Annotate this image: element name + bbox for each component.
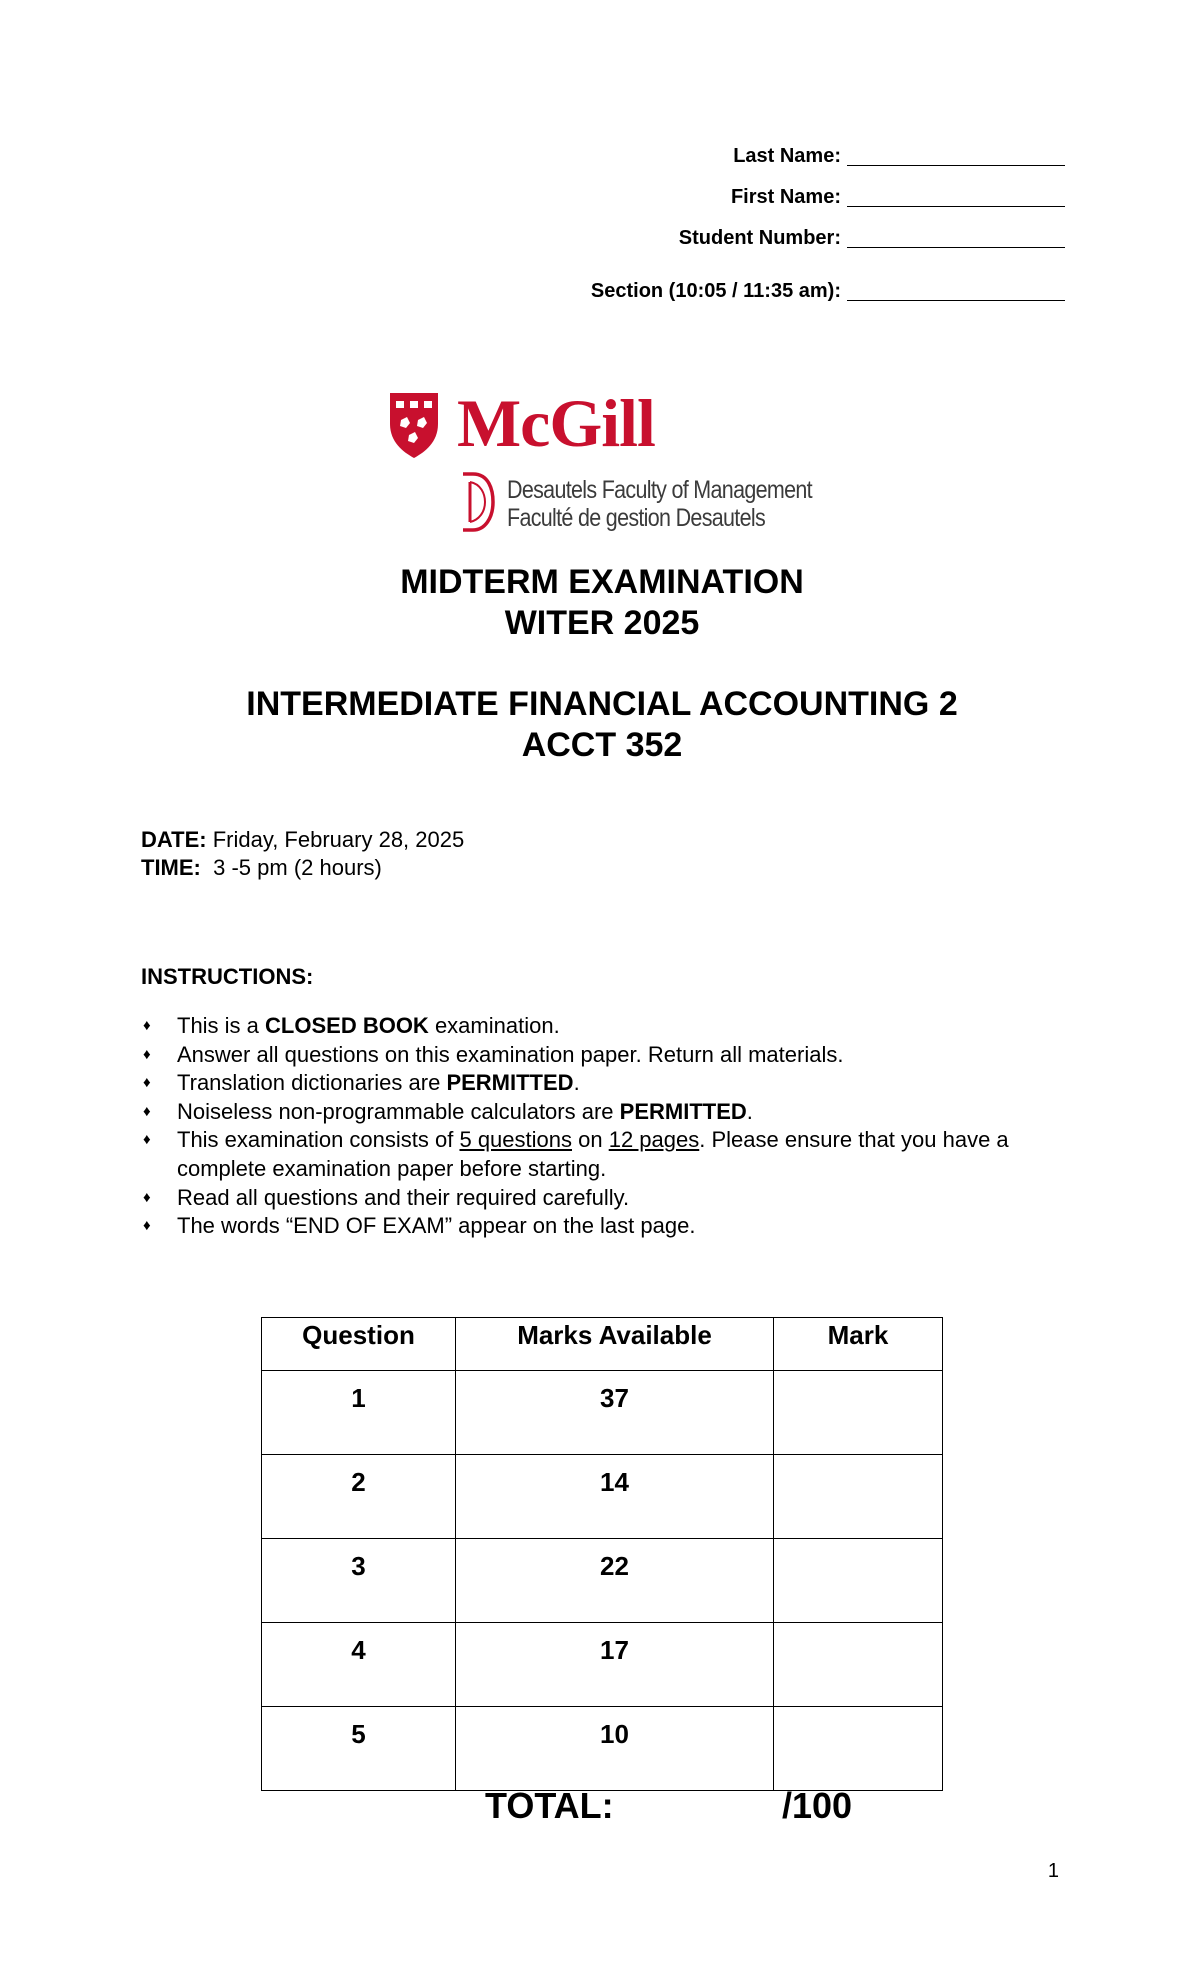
student-number-field[interactable]: [847, 227, 1065, 248]
exam-term: WITER 2025: [504, 604, 700, 642]
diamond-bullet-icon: ♦: [143, 1217, 151, 1235]
instruction-item: ♦ Read all questions and their required carefully.: [141, 1184, 1061, 1213]
time-line: [141, 854, 464, 882]
mcgill-desautels-logo: [385, 386, 825, 536]
desautels-d-icon: [457, 468, 497, 536]
total-value: /100: [782, 1785, 853, 1826]
logo-wordmark: McGill: [457, 385, 655, 461]
student-number-label: Student Number:: [678, 226, 841, 249]
course-code: ACCT 352: [521, 726, 683, 764]
table-row: [262, 1539, 943, 1623]
instruction-item: ♦ Translation dictionaries are PERMITTED.: [141, 1069, 1061, 1098]
table-row: [262, 1623, 943, 1707]
total-label: TOTAL:: [485, 1785, 614, 1826]
header-question: Question: [262, 1318, 456, 1371]
table-row: [262, 1371, 943, 1455]
table-row: [262, 1455, 943, 1539]
instruction-item: ♦ This is a CLOSED BOOK examination.: [141, 1012, 1061, 1041]
student-info-fields: [591, 140, 1065, 316]
table-header-row: [262, 1318, 943, 1371]
first-name-label: First Name:: [730, 185, 841, 208]
page-number: 1: [1047, 1860, 1059, 1882]
logo-subtitle-fr: Faculté de gestion Desautels: [507, 504, 766, 532]
table-row: [262, 1707, 943, 1791]
first-name-field[interactable]: [847, 186, 1065, 207]
student-number-row: [591, 222, 1065, 263]
mark-cell[interactable]: [774, 1371, 943, 1455]
mark-cell[interactable]: [774, 1623, 943, 1707]
mcgill-shield-icon: [387, 390, 441, 460]
instructions-list: [141, 1012, 1061, 1241]
marks-available: 22: [456, 1539, 774, 1623]
date-time-block: [141, 826, 464, 882]
instructions-heading: INSTRUCTIONS:: [141, 964, 314, 989]
instruction-item: ♦ This examination consists of 5 questions on 12 pages. Please ensure that you have a complete examination paper before starting.: [143, 1127, 1009, 1181]
last-name-row: [591, 140, 1065, 181]
diamond-bullet-icon: ♦: [143, 1131, 151, 1149]
exam-titles: [0, 562, 1200, 766]
question-number: 5: [262, 1707, 456, 1791]
instruction-item: ♦ Answer all questions on this examination paper. Return all materials.: [141, 1041, 1061, 1070]
diamond-bullet-icon: ♦: [143, 1074, 151, 1092]
date-label: DATE:: [141, 827, 207, 852]
diamond-bullet-icon: ♦: [143, 1102, 151, 1120]
diamond-bullet-icon: ♦: [143, 1045, 151, 1063]
diamond-bullet-icon: ♦: [143, 1017, 151, 1034]
question-number: 1: [262, 1371, 456, 1455]
marks-available: 14: [456, 1455, 774, 1539]
marks-table: [261, 1317, 943, 1791]
mark-cell[interactable]: [774, 1707, 943, 1791]
course-title: INTERMEDIATE FINANCIAL ACCOUNTING 2: [246, 685, 958, 723]
header-marks-available: Marks Available: [456, 1318, 774, 1371]
marks-available: 17: [456, 1623, 774, 1707]
last-name-field[interactable]: [847, 145, 1065, 166]
question-number: 4: [262, 1623, 456, 1707]
section-field[interactable]: [847, 280, 1065, 301]
instruction-item: ♦ The words “END OF EXAM” appear on the last page.: [141, 1212, 1061, 1241]
time-value: 3 -5 pm (2 hours): [213, 855, 382, 880]
mark-cell[interactable]: [774, 1455, 943, 1539]
section-label: Section (10:05 / 11:35 am):: [590, 279, 841, 302]
time-label: TIME:: [141, 855, 201, 880]
question-number: 2: [262, 1455, 456, 1539]
logo-subtitle: [507, 476, 812, 532]
date-line: [141, 826, 464, 854]
diamond-bullet-icon: ♦: [143, 1188, 151, 1206]
instruction-item: ♦ Noiseless non-programmable calculators are PERMITTED.: [141, 1098, 1061, 1127]
marks-available: 37: [456, 1371, 774, 1455]
question-number: 3: [262, 1539, 456, 1623]
date-value: Friday, February 28, 2025: [212, 827, 465, 852]
mark-cell[interactable]: [774, 1539, 943, 1623]
exam-title: MIDTERM EXAMINATION: [400, 563, 804, 601]
header-mark: Mark: [774, 1318, 943, 1371]
section-row: [591, 275, 1065, 316]
last-name-label: Last Name:: [733, 144, 841, 167]
logo-subtitle-en: Desautels Faculty of Management: [507, 476, 812, 504]
first-name-row: [591, 181, 1065, 222]
marks-available: 10: [456, 1707, 774, 1791]
